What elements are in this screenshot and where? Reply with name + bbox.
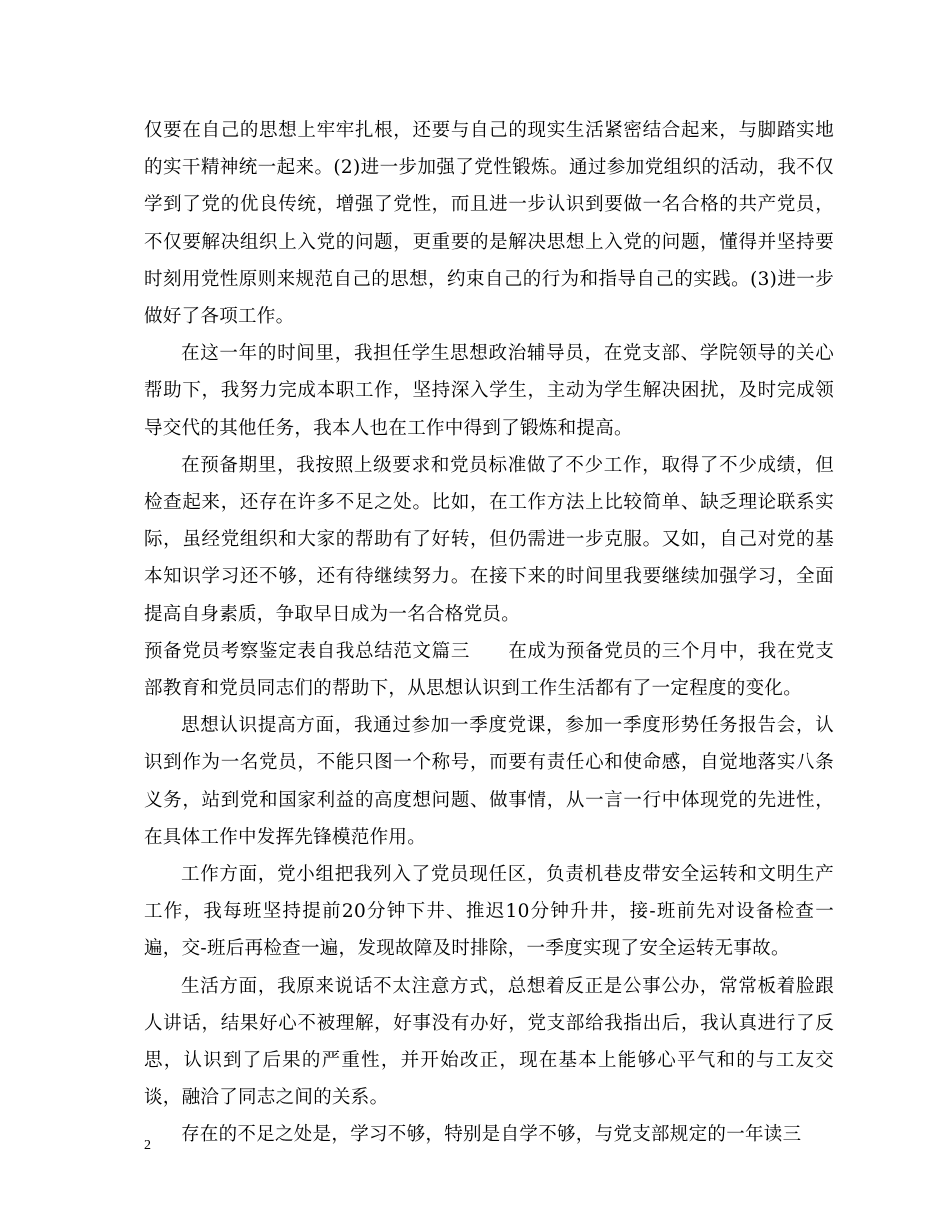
page-number: 2 (144, 1138, 151, 1153)
paragraph: 在预备期里，我按照上级要求和党员标准做了不少工作，取得了不少成绩，但检查起来，还存在许多不足之处。比如，在工作方法上比较简单、缺乏理论联系实际，虽经党组织和大家的帮助有了好转，但仍需进一步克服。又如，自己对党的基本知识学习还不够，还有待继续努力。在接下来的时间里我要继续加强学习，全面提高自身素质，争取早日成为一名合格党员。 (144, 454, 834, 625)
paragraph: 存在的不足之处是，学习不够，特别是自学不够，与党支部规定的一年读三 (181, 1124, 802, 1146)
paragraph: 仅要在自己的思想上牢牢扎根，还要与自己的现实生活紧密结合起来，与脚踏实地的实干精神统一起来。(2)进一步加强了党性锻炼。通过参加党组织的活动，我不仅学到了党的优良传统，增强了党性，而且进一步认识到要做一名合格的共产党员，不仅要解决组织上入党的问题，更重要的是解决思想上入党的问题，懂得并坚持要时刻用党性原则来规范自己的思想，约束自己的行为和指导自己的实践。(3)进一步做好了各项工作。 (144, 120, 834, 328)
paragraph: 思想认识提高方面，我通过参加一季度党课，参加一季度形势任务报告会，认识到作为一名党员，不能只图一个称号，而要有责任心和使命感，自觉地落实八条义务，站到党和国家利益的高度想问题、做事情，从一言一行中体现党的先进性，在具体工作中发挥先锋模范作用。 (144, 715, 834, 848)
section-heading-paragraph: 预备党员考察鉴定表自我总结范文篇三 在成为预备党员的三个月中，我在党支部教育和党员同志们的帮助下，从思想认识到工作生活都有了一定程度的变化。 (144, 640, 834, 700)
paragraph: 在这一年的时间里，我担任学生思想政治辅导员，在党支部、学院领导的关心帮助下，我努力完成本职工作，坚持深入学生，主动为学生解决困扰，及时完成领导交代的其他任务，我本人也在工作中得到了锻炼和提高。 (144, 343, 834, 439)
document-body (144, 112, 834, 1154)
paragraph: 生活方面，我原来说话不太注意方式，总想着反正是公事公办，常常板着脸跟人讲话，结果好心不被理解，好事没有办好，党支部给我指出后，我认真进行了反思，认识到了后果的严重性，并开始改正，现在基本上能够心平气和的与工友交谈，融洽了同志之间的关系。 (144, 975, 834, 1109)
paragraph: 工作方面，党小组把我列入了党员现任区，负责机巷皮带安全运转和文明生产工作，我每班坚持提前20分钟下井、推迟10分钟升井，接-班前先对设备检查一遍，交-班后再检查一遍，发现故障及时排除，一季度实现了安全运转无事故。 (144, 864, 834, 960)
